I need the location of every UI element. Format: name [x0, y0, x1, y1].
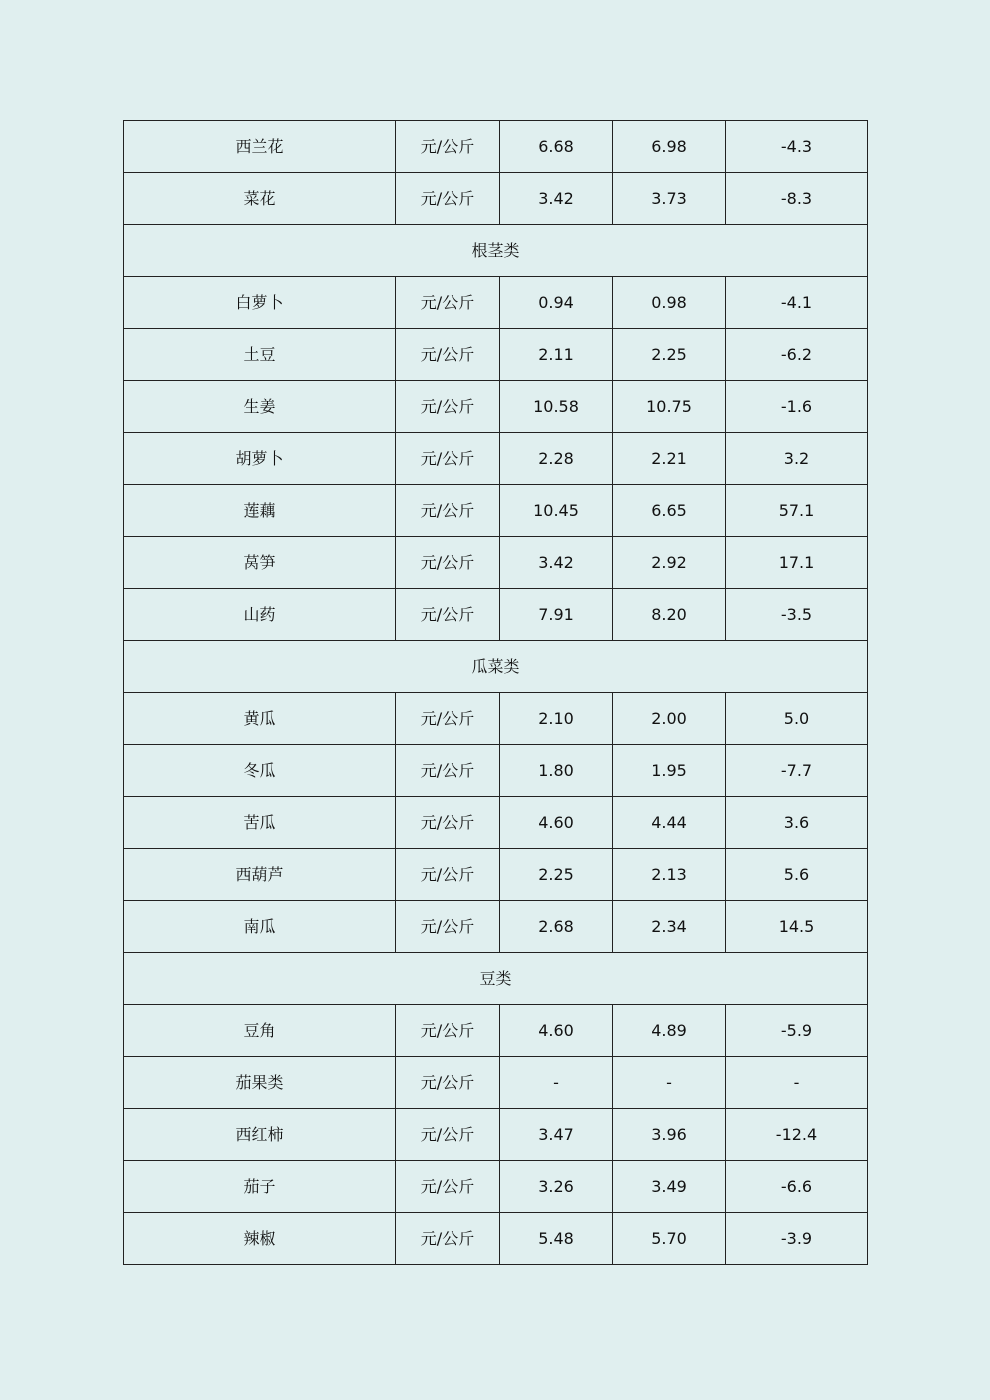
item-current-price: 3.42	[500, 173, 613, 225]
item-unit: 元/公斤	[396, 537, 500, 589]
item-change: -1.6	[726, 381, 868, 433]
item-unit: 元/公斤	[396, 329, 500, 381]
item-previous-price: 2.34	[613, 901, 726, 953]
table-row	[124, 433, 868, 485]
vegetable-price-table	[123, 120, 868, 1265]
item-name: 豆角	[124, 1005, 396, 1057]
item-unit: 元/公斤	[396, 797, 500, 849]
item-previous-price: 3.73	[613, 173, 726, 225]
item-previous-price: 2.92	[613, 537, 726, 589]
item-name: 茄子	[124, 1161, 396, 1213]
category-row	[124, 953, 868, 1005]
item-name: 南瓜	[124, 901, 396, 953]
item-current-price: 3.42	[500, 537, 613, 589]
table-row	[124, 589, 868, 641]
item-name: 苦瓜	[124, 797, 396, 849]
item-current-price: 2.25	[500, 849, 613, 901]
item-current-price: 3.26	[500, 1161, 613, 1213]
item-previous-price: 6.65	[613, 485, 726, 537]
table-row	[124, 381, 868, 433]
item-current-price: 1.80	[500, 745, 613, 797]
item-previous-price: 2.21	[613, 433, 726, 485]
item-name: 白萝卜	[124, 277, 396, 329]
item-name: 辣椒	[124, 1213, 396, 1265]
item-change: -3.5	[726, 589, 868, 641]
item-name: 西红柿	[124, 1109, 396, 1161]
item-unit: 元/公斤	[396, 745, 500, 797]
item-unit: 元/公斤	[396, 1057, 500, 1109]
item-unit: 元/公斤	[396, 589, 500, 641]
item-change: -	[726, 1057, 868, 1109]
item-change: -4.3	[726, 121, 868, 173]
category-label: 瓜菜类	[124, 641, 868, 693]
table-row	[124, 693, 868, 745]
item-unit: 元/公斤	[396, 693, 500, 745]
table-row	[124, 1109, 868, 1161]
item-current-price: 2.28	[500, 433, 613, 485]
item-unit: 元/公斤	[396, 381, 500, 433]
item-name: 莴笋	[124, 537, 396, 589]
item-current-price: 2.11	[500, 329, 613, 381]
item-current-price: 0.94	[500, 277, 613, 329]
item-current-price: 6.68	[500, 121, 613, 173]
item-name: 菜花	[124, 173, 396, 225]
item-name: 西葫芦	[124, 849, 396, 901]
item-change: 5.0	[726, 693, 868, 745]
item-change: -6.2	[726, 329, 868, 381]
item-previous-price: 4.44	[613, 797, 726, 849]
table-row	[124, 745, 868, 797]
table-row	[124, 277, 868, 329]
category-label: 根茎类	[124, 225, 868, 277]
item-previous-price: 5.70	[613, 1213, 726, 1265]
item-change: -8.3	[726, 173, 868, 225]
table-row	[124, 1005, 868, 1057]
item-change: -5.9	[726, 1005, 868, 1057]
item-change: 17.1	[726, 537, 868, 589]
item-current-price: 7.91	[500, 589, 613, 641]
item-previous-price: 4.89	[613, 1005, 726, 1057]
item-name: 山药	[124, 589, 396, 641]
item-current-price: 4.60	[500, 1005, 613, 1057]
item-previous-price: 6.98	[613, 121, 726, 173]
table-row	[124, 485, 868, 537]
item-name: 黄瓜	[124, 693, 396, 745]
item-change: -3.9	[726, 1213, 868, 1265]
item-previous-price: 2.25	[613, 329, 726, 381]
table-row	[124, 901, 868, 953]
item-unit: 元/公斤	[396, 901, 500, 953]
item-current-price: -	[500, 1057, 613, 1109]
item-unit: 元/公斤	[396, 849, 500, 901]
item-change: 14.5	[726, 901, 868, 953]
item-current-price: 5.48	[500, 1213, 613, 1265]
item-name: 西兰花	[124, 121, 396, 173]
table-row	[124, 849, 868, 901]
item-name: 土豆	[124, 329, 396, 381]
item-current-price: 10.45	[500, 485, 613, 537]
item-change: 3.2	[726, 433, 868, 485]
table-row	[124, 1161, 868, 1213]
item-change: 5.6	[726, 849, 868, 901]
item-previous-price: 2.00	[613, 693, 726, 745]
table-row	[124, 329, 868, 381]
item-previous-price: 2.13	[613, 849, 726, 901]
category-label: 豆类	[124, 953, 868, 1005]
item-unit: 元/公斤	[396, 173, 500, 225]
item-name: 生姜	[124, 381, 396, 433]
item-current-price: 2.10	[500, 693, 613, 745]
item-change: -7.7	[726, 745, 868, 797]
item-previous-price: 0.98	[613, 277, 726, 329]
item-current-price: 10.58	[500, 381, 613, 433]
item-change: -4.1	[726, 277, 868, 329]
item-unit: 元/公斤	[396, 433, 500, 485]
item-previous-price: 3.96	[613, 1109, 726, 1161]
item-current-price: 2.68	[500, 901, 613, 953]
item-change: -6.6	[726, 1161, 868, 1213]
item-name: 茄果类	[124, 1057, 396, 1109]
item-current-price: 3.47	[500, 1109, 613, 1161]
item-previous-price: 10.75	[613, 381, 726, 433]
table-row	[124, 1057, 868, 1109]
item-change: -12.4	[726, 1109, 868, 1161]
table-row	[124, 121, 868, 173]
table-body	[124, 121, 868, 1265]
item-change: 3.6	[726, 797, 868, 849]
item-unit: 元/公斤	[396, 1109, 500, 1161]
item-previous-price: 8.20	[613, 589, 726, 641]
item-unit: 元/公斤	[396, 1005, 500, 1057]
item-name: 莲藕	[124, 485, 396, 537]
item-previous-price: -	[613, 1057, 726, 1109]
item-previous-price: 3.49	[613, 1161, 726, 1213]
category-row	[124, 225, 868, 277]
item-unit: 元/公斤	[396, 485, 500, 537]
category-row	[124, 641, 868, 693]
table-row	[124, 797, 868, 849]
item-unit: 元/公斤	[396, 121, 500, 173]
table-row	[124, 173, 868, 225]
table-row	[124, 537, 868, 589]
item-previous-price: 1.95	[613, 745, 726, 797]
item-unit: 元/公斤	[396, 277, 500, 329]
item-unit: 元/公斤	[396, 1161, 500, 1213]
item-name: 胡萝卜	[124, 433, 396, 485]
item-current-price: 4.60	[500, 797, 613, 849]
item-change: 57.1	[726, 485, 868, 537]
item-unit: 元/公斤	[396, 1213, 500, 1265]
table-row	[124, 1213, 868, 1265]
item-name: 冬瓜	[124, 745, 396, 797]
